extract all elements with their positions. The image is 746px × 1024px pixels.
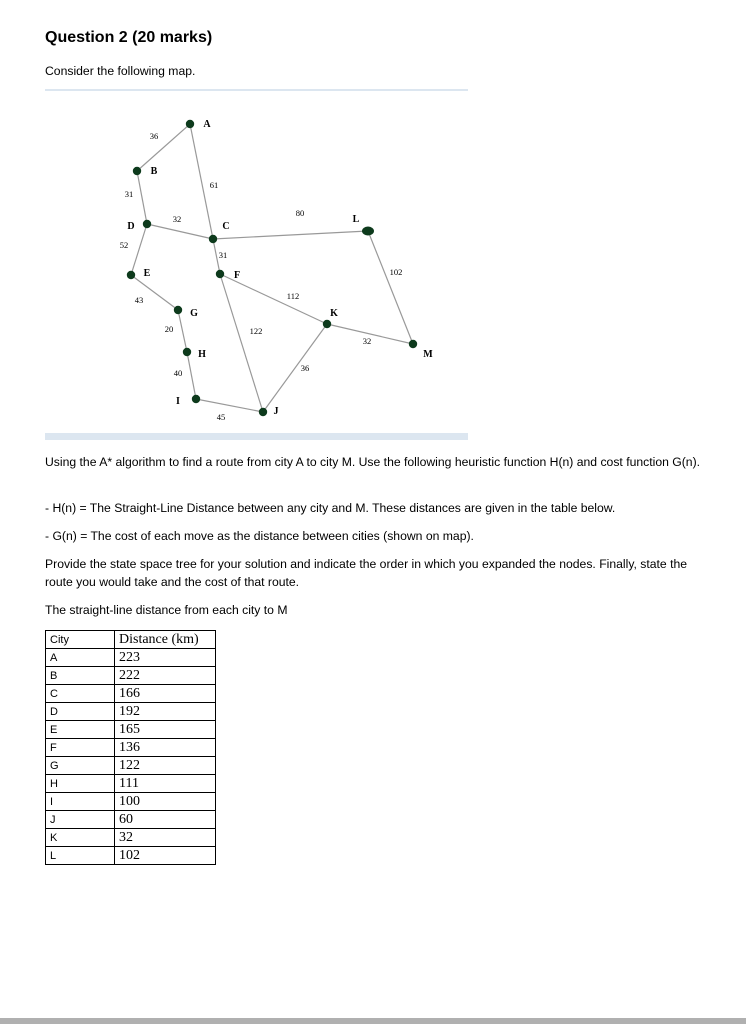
- distance-cell: 222: [115, 667, 216, 685]
- city-cell: G: [46, 757, 115, 775]
- road-distance-label: 43: [134, 295, 144, 305]
- road-distance-label: 112: [286, 291, 300, 301]
- city-node-g: [174, 306, 182, 314]
- road-distance-label: 31: [124, 189, 134, 199]
- city-label-l: L: [352, 214, 360, 225]
- city-label-h: H: [198, 349, 206, 360]
- city-label-b: B: [150, 166, 158, 177]
- city-label-m: M: [423, 349, 433, 360]
- heuristic-text: - H(n) = The Straight-Line Distance between any city and M. These distances are given in the table below.: [45, 501, 616, 515]
- city-label-j: J: [273, 406, 279, 417]
- city-node-a: [186, 120, 194, 128]
- table-row: [46, 739, 216, 757]
- city-label-g: G: [190, 308, 198, 319]
- road-distance-label: 61: [209, 180, 219, 190]
- road-a-b: [137, 124, 190, 171]
- distance-cell: 60: [115, 811, 216, 829]
- city-label-a: A: [203, 119, 211, 130]
- city-cell: K: [46, 829, 115, 847]
- city-cell: B: [46, 667, 115, 685]
- city-node-l: [362, 227, 374, 236]
- table-row: [46, 649, 216, 667]
- question-heading: Question 2 (20 marks): [45, 29, 213, 46]
- table-caption: The straight-line distance from each city to M: [45, 603, 288, 617]
- road-c-l: [213, 231, 368, 239]
- city-node-i: [192, 395, 200, 403]
- table-row: [46, 775, 216, 793]
- road-distance-label: 80: [295, 208, 305, 218]
- road-distance-label: 45: [216, 412, 226, 422]
- city-map: [0, 0, 746, 450]
- road-distance-label: 32: [362, 336, 372, 346]
- city-cell: D: [46, 703, 115, 721]
- distance-cell: 192: [115, 703, 216, 721]
- distance-cell: 136: [115, 739, 216, 757]
- city-node-k: [323, 320, 331, 328]
- distance-cell: 122: [115, 757, 216, 775]
- table-row: [46, 793, 216, 811]
- table-row: [46, 721, 216, 739]
- city-node-c: [209, 235, 217, 243]
- city-cell: A: [46, 649, 115, 667]
- header-city: City: [46, 631, 115, 649]
- table-row: [46, 685, 216, 703]
- table-row: [46, 811, 216, 829]
- city-cell: E: [46, 721, 115, 739]
- road-f-j: [220, 274, 263, 412]
- bottom-divider: [45, 433, 468, 440]
- distance-cell: 111: [115, 775, 216, 793]
- city-cell: H: [46, 775, 115, 793]
- road-distance-label: 122: [249, 326, 263, 336]
- road-distance-label: 36: [149, 131, 159, 141]
- road-distance-label: 52: [119, 240, 129, 250]
- table-row: [46, 829, 216, 847]
- table-row: [46, 847, 216, 865]
- road-i-j: [196, 399, 263, 412]
- instructions-text: Using the A* algorithm to find a route from city A to city M. Use the following heuristic function H(n) and cost function G(n).: [45, 455, 701, 469]
- road-h-i: [187, 352, 196, 399]
- intro-text: Consider the following map.: [45, 64, 196, 78]
- road-distance-label: 40: [173, 368, 183, 378]
- road-distance-label: 20: [164, 324, 174, 334]
- distance-cell: 32: [115, 829, 216, 847]
- city-cell: I: [46, 793, 115, 811]
- distance-cell: 165: [115, 721, 216, 739]
- city-node-m: [409, 340, 417, 348]
- road-f-k: [220, 274, 327, 324]
- city-node-j: [259, 408, 267, 416]
- city-label-c: C: [222, 221, 230, 232]
- city-node-h: [183, 348, 191, 356]
- road-distance-label: 31: [218, 250, 228, 260]
- city-node-f: [216, 270, 224, 278]
- city-cell: J: [46, 811, 115, 829]
- header-distance: Distance (km): [115, 631, 216, 649]
- table-header-row: [46, 631, 216, 649]
- road-distance-label: 32: [172, 214, 182, 224]
- city-label-d: D: [127, 221, 135, 232]
- road-l-m: [368, 231, 413, 344]
- distance-cell: 102: [115, 847, 216, 865]
- table-row: [46, 757, 216, 775]
- city-label-i: I: [176, 396, 180, 407]
- city-label-e: E: [143, 268, 151, 279]
- distance-cell: 166: [115, 685, 216, 703]
- road-b-d: [137, 171, 147, 224]
- page-bottom-bar: [0, 1018, 746, 1024]
- city-node-e: [127, 271, 135, 279]
- city-node-d: [143, 220, 151, 228]
- distance-table: [45, 630, 216, 865]
- distance-cell: 100: [115, 793, 216, 811]
- city-cell: L: [46, 847, 115, 865]
- city-label-f: F: [233, 270, 241, 281]
- distance-cell: 223: [115, 649, 216, 667]
- task-text: Provide the state space tree for your solution and indicate the order in which you expanded the nodes. Finally, state the route you would take and the cost of that route.: [45, 557, 688, 589]
- table-row: [46, 667, 216, 685]
- city-label-k: K: [330, 308, 338, 319]
- road-g-h: [178, 310, 187, 352]
- road-distance-label: 36: [300, 363, 310, 373]
- table-row: [46, 703, 216, 721]
- cost-text: - G(n) = The cost of each move as the distance between cities (shown on map).: [45, 529, 474, 543]
- road-d-c: [147, 224, 213, 239]
- road-k-j: [263, 324, 327, 412]
- city-cell: F: [46, 739, 115, 757]
- city-node-b: [133, 167, 141, 175]
- city-cell: C: [46, 685, 115, 703]
- road-distance-label: 102: [389, 267, 403, 277]
